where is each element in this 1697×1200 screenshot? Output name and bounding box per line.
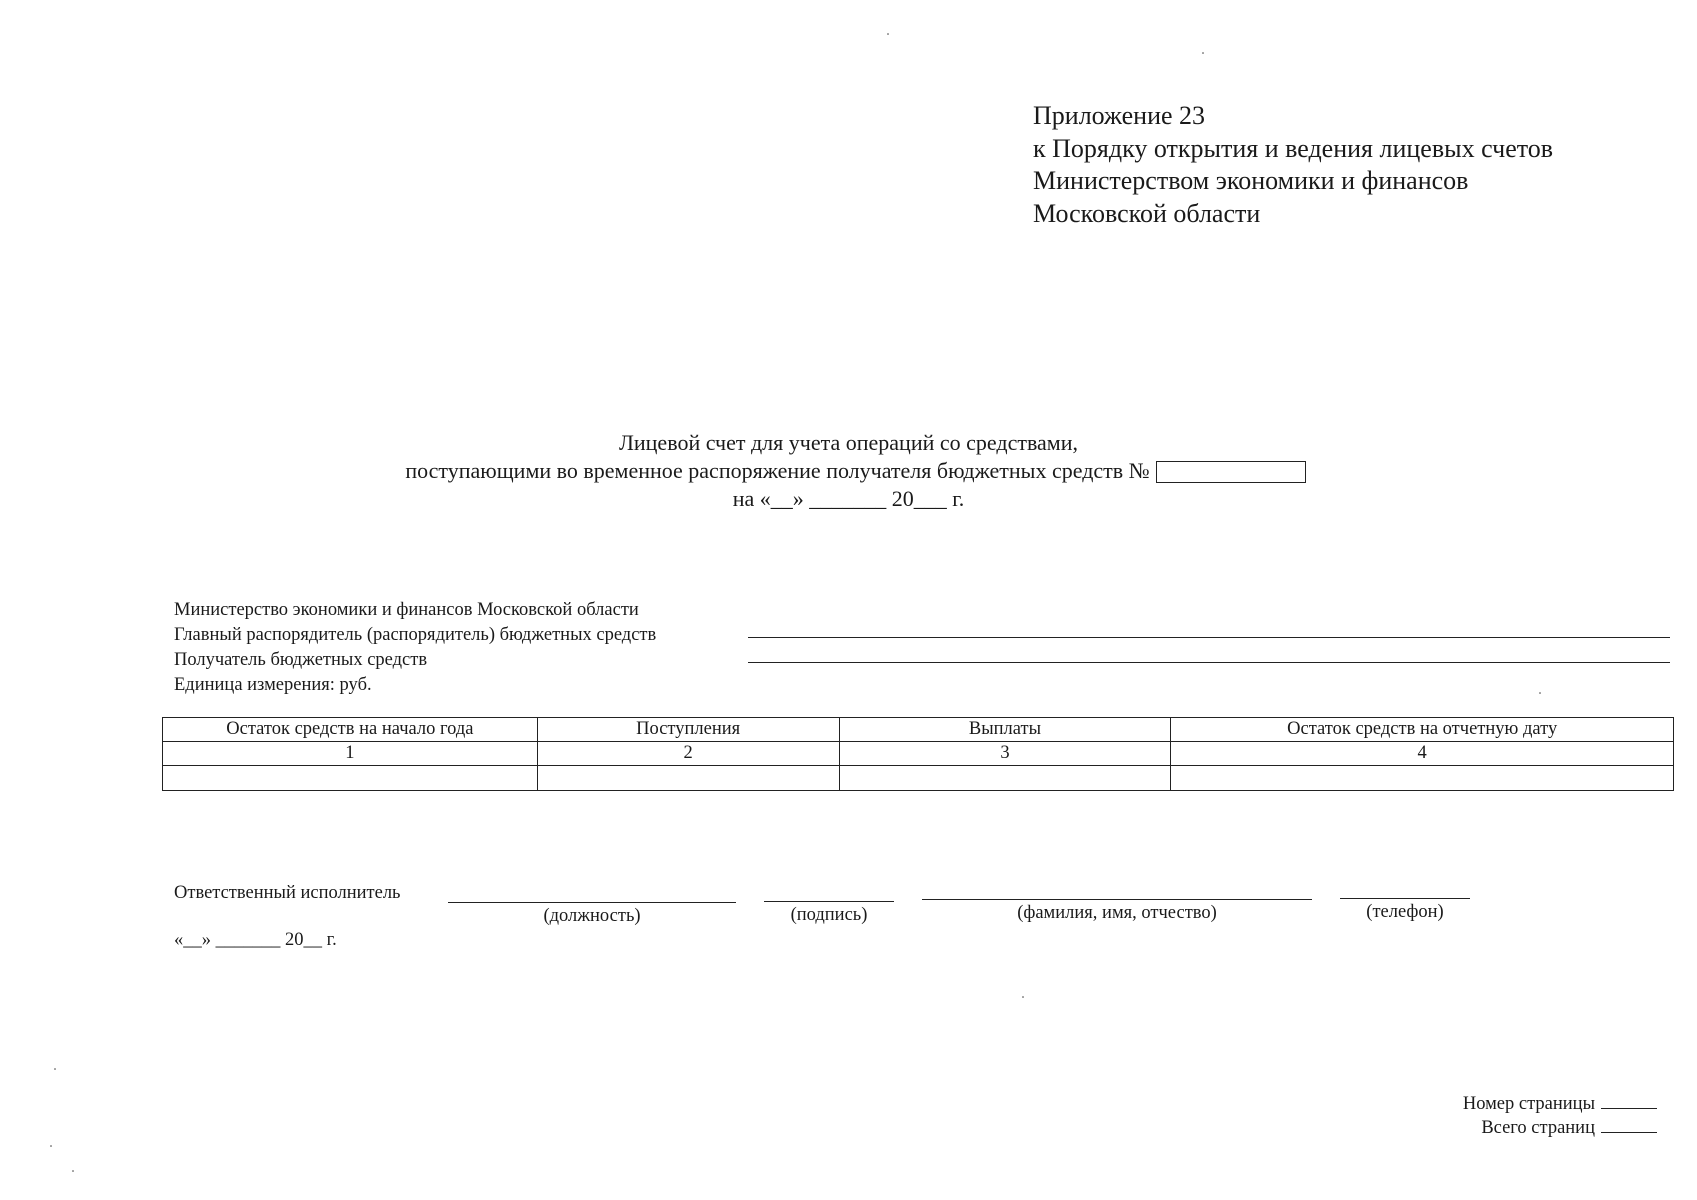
responsible-date: «__» _______ 20__ г. xyxy=(174,930,337,950)
appendix-line-3: Министерством экономики и финансов xyxy=(1033,166,1469,195)
responsible-label: Ответственный исполнитель xyxy=(174,883,401,903)
end-balance-cell[interactable] xyxy=(1171,766,1674,791)
fullname-caption: (фамилия, имя, отчество) xyxy=(1017,903,1217,923)
start-balance-cell[interactable] xyxy=(163,766,538,791)
appendix-number: Приложение 23 xyxy=(1033,101,1206,130)
page-number-row xyxy=(1463,1092,1657,1116)
unit-label: Единица измерения: руб. xyxy=(174,675,372,695)
scan-speck xyxy=(1539,692,1541,694)
recipient-field[interactable] xyxy=(748,662,1670,663)
scan-speck xyxy=(1022,996,1024,998)
total-pages-field[interactable] xyxy=(1601,1118,1657,1133)
appendix-line-4: Московской области xyxy=(1033,198,1261,228)
info-block xyxy=(174,598,656,698)
table-number-row xyxy=(163,742,1674,766)
position-field[interactable] xyxy=(448,902,736,903)
scan-speck xyxy=(50,1145,52,1147)
document-title-line-1: Лицевой счет для учета операций со средствами, xyxy=(618,430,1079,455)
payments-cell[interactable] xyxy=(839,766,1171,791)
column-number: 4 xyxy=(1171,742,1674,766)
balances-table xyxy=(162,717,1674,791)
table-header-row xyxy=(163,718,1674,742)
appendix-header xyxy=(1033,100,1553,230)
document-title-line-2-text: поступающими во временное распоряжение получателя бюджетных средств № xyxy=(405,458,1150,483)
document-date-line: на «__» _______ 20___ г. xyxy=(732,486,965,511)
page-numbering xyxy=(1463,1092,1657,1140)
total-pages-row xyxy=(1463,1116,1657,1140)
scan-speck xyxy=(1202,52,1204,54)
signature-field[interactable] xyxy=(764,901,894,902)
table-row xyxy=(163,766,1674,791)
position-caption: (должность) xyxy=(543,906,641,926)
header-end-balance: Остаток средств на отчетную дату xyxy=(1171,718,1674,742)
page-number-label: Номер страницы xyxy=(1462,1094,1595,1114)
header-payments: Выплаты xyxy=(839,718,1171,742)
scan-speck xyxy=(72,1170,74,1172)
total-pages-label: Всего страниц xyxy=(1481,1118,1595,1138)
header-receipts: Поступления xyxy=(537,718,839,742)
receipts-cell[interactable] xyxy=(537,766,839,791)
main-manager-field[interactable] xyxy=(748,637,1670,638)
column-number: 1 xyxy=(163,742,538,766)
phone-caption: (телефон) xyxy=(1366,902,1444,922)
page-number-field[interactable] xyxy=(1601,1094,1657,1109)
phone-field[interactable] xyxy=(1340,898,1470,899)
recipient-label: Получатель бюджетных средств xyxy=(174,650,428,670)
scan-speck xyxy=(887,33,889,35)
scan-speck xyxy=(54,1068,56,1070)
document-title-line-2 xyxy=(0,458,1697,484)
appendix-line-2: к Порядку открытия и ведения лицевых счетов xyxy=(1033,133,1554,163)
signature-caption: (подпись) xyxy=(790,905,868,925)
main-manager-label: Главный распорядитель (распорядитель) бюджетных средств xyxy=(174,625,657,645)
ministry-name: Министерство экономики и финансов Московской области xyxy=(174,600,639,620)
account-number-field[interactable] xyxy=(1156,461,1306,483)
header-start-balance: Остаток средств на начало года xyxy=(163,718,538,742)
column-number: 2 xyxy=(537,742,839,766)
column-number: 3 xyxy=(839,742,1171,766)
fullname-field[interactable] xyxy=(922,899,1312,900)
